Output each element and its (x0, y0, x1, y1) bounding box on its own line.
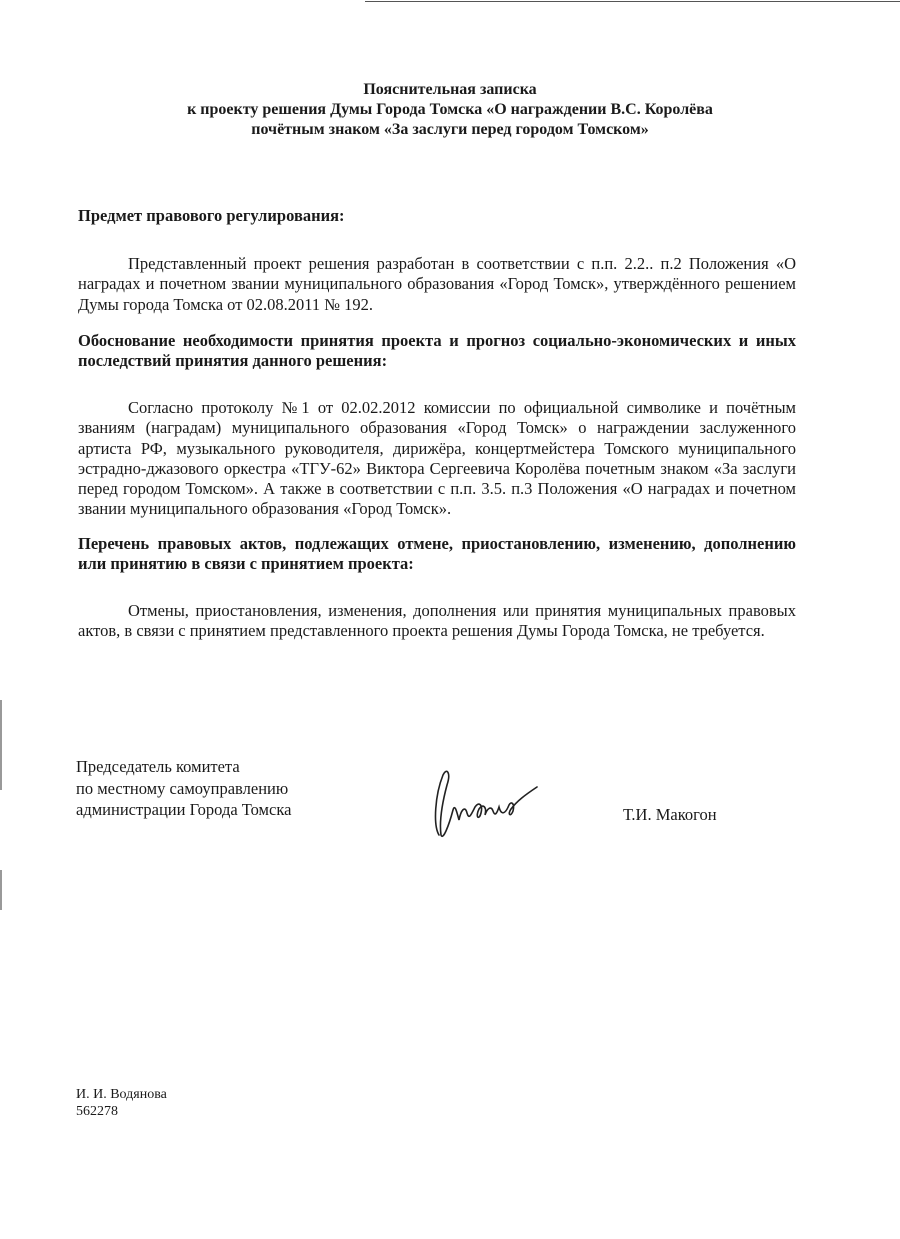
title-line: к проекту решения Думы Города Томска «О награждении В.С. Королёва (187, 101, 713, 118)
document-footer (76, 1086, 167, 1120)
document-title (150, 80, 750, 140)
signatory-name: Т.И. Макогон (623, 805, 717, 824)
author-phone: 562278 (76, 1104, 118, 1119)
position-line: администрации Города Томска (76, 800, 292, 819)
section-paragraph: Представленный проект решения разработан в соответствии с п.п. 2.2.. п.2 Положения «О наградах и почетном звании муниципального образования «Город Томск», утверждённого решением Думы города Томска от 02.08.2011 № 192. (78, 254, 796, 314)
author-name: И. И. Водянова (76, 1087, 167, 1102)
section-heading: Обоснование необходимости принятия проекта и прогноз социально-экономических и иных последствий принятия данного решения: (78, 331, 796, 371)
scan-edge-mark (0, 700, 2, 790)
position-line: по местному самоуправлению (76, 778, 289, 798)
scan-edge-mark (0, 870, 2, 910)
position-line: Председатель комитета (76, 757, 240, 776)
section-paragraph: Отмены, приостановления, изменения, дополнения или принятия муниципальных правовых актов, в связи с принятием представленного проекта решения Думы Города Томска, не требуется. (78, 601, 796, 641)
title-line: почётным знаком «За заслуги перед городом Томском» (251, 121, 649, 138)
handwritten-signature (425, 765, 555, 845)
scan-border-line (365, 1, 900, 2)
section-heading: Перечень правовых актов, подлежащих отмене, приостановлению, изменению, дополнению или принятию в связи с принятием проекта: (78, 534, 796, 574)
section-heading: Предмет правового регулирования: (78, 206, 345, 225)
section-paragraph: Согласно протоколу №1 от 02.02.2012 комиссии по официальной символике и почётным званиям (наградам) муниципального образования «Город Томск» о награждении заслуженного артиста РФ, музыкального руководителя, дирижёра, концертмейстера Томского муниципального эстрадно-джазового оркестра «ТГУ-62» Виктора Сергеевича Королёва почетным знаком «За заслуги перед городом Томском». А также в соответствии с п.п. 3.5. п.3 Положения «О наградах и почетном звании муниципального образования «Город Томск». (78, 398, 796, 519)
title-line: Пояснительная записка (363, 81, 537, 98)
signatory-position (76, 756, 291, 821)
